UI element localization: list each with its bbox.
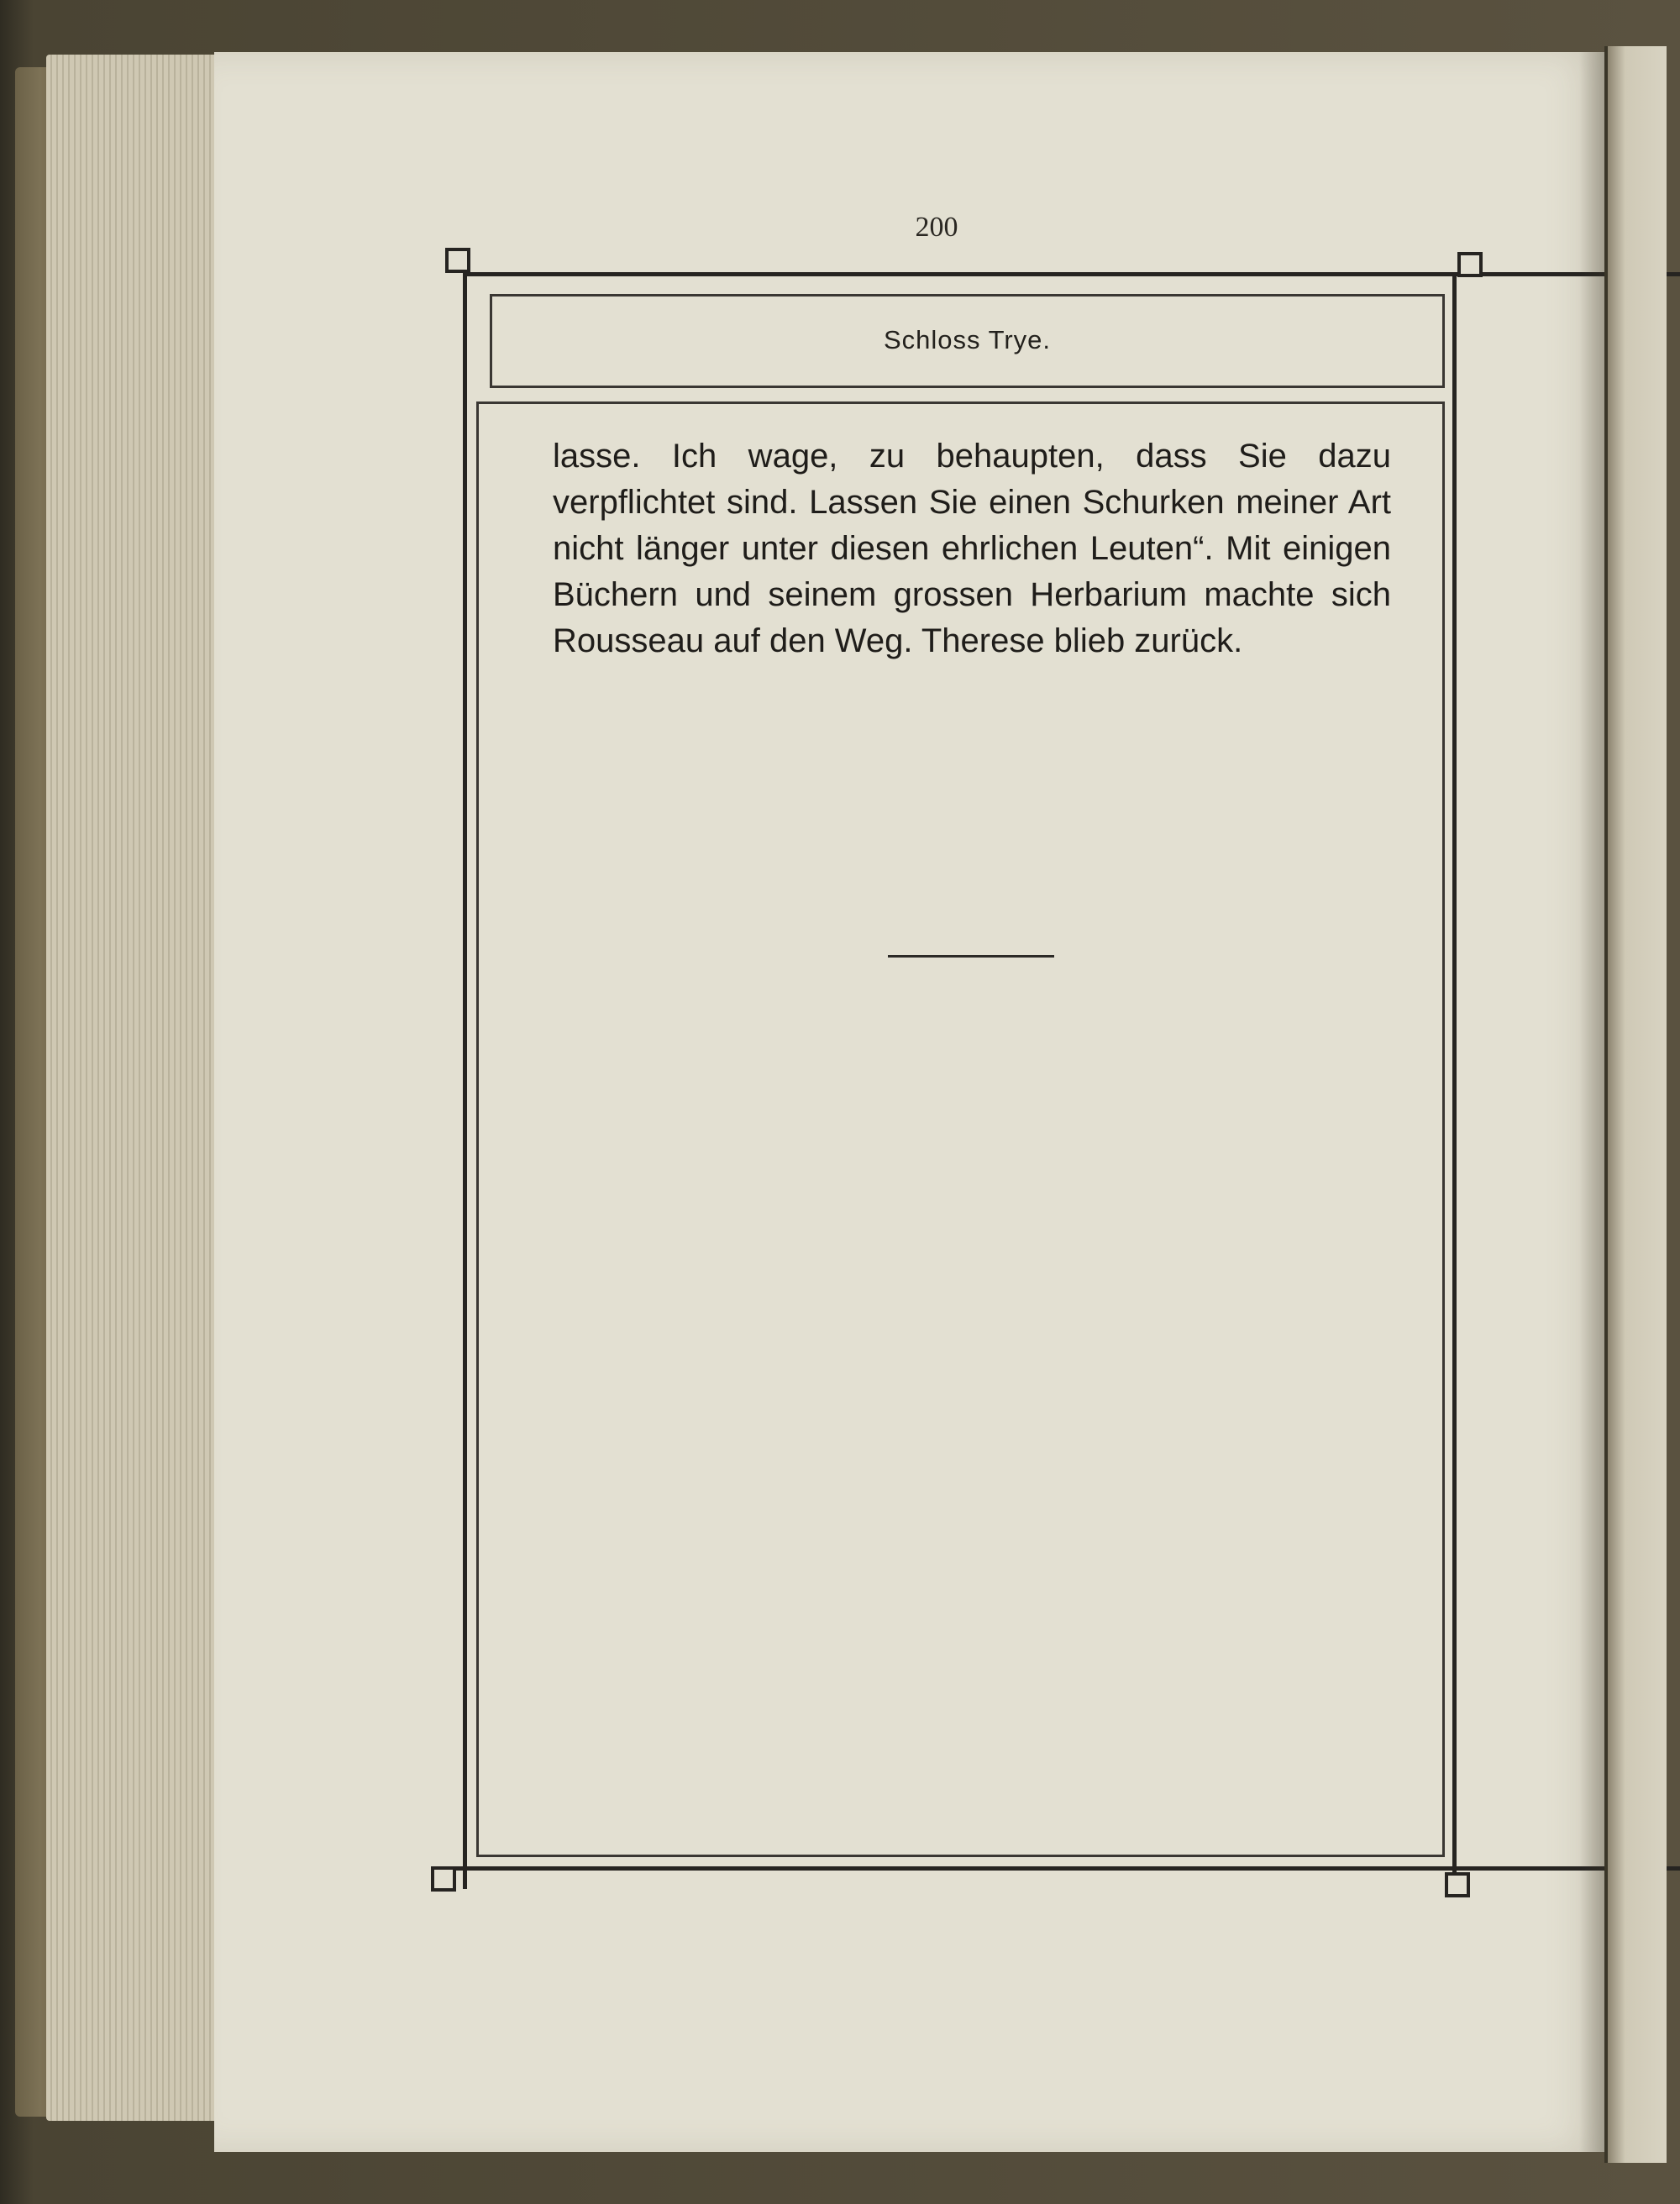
frame-bottom-line [451, 1866, 1680, 1871]
text-body-box [476, 401, 1445, 1857]
frame-top-line [463, 272, 1680, 276]
page-edges [46, 55, 227, 2121]
spine-shadow [1579, 52, 1608, 2152]
frame-right-line [1452, 272, 1457, 1889]
frame-corner-top-right [1457, 252, 1483, 277]
frame-corner-bottom-right [1445, 1872, 1470, 1897]
page-number: 200 [915, 212, 958, 243]
section-end-rule [888, 955, 1054, 958]
book-page [214, 52, 1604, 2152]
running-header: Schloss Trye. [883, 325, 1052, 354]
frame-corner-bottom-left [431, 1866, 456, 1892]
frame-corner-top-left [445, 248, 470, 273]
running-header-box [490, 294, 1445, 388]
body-paragraph [553, 433, 1391, 664]
facing-page-edge [1604, 46, 1667, 2163]
frame-left-line [463, 272, 467, 1889]
body-text: lasse. Ich wage, zu behaupten, dass Sie dazu verpflichtet sind. Lassen Sie einen Schurken meiner Art nicht länger unter diesen ehrlichen Leuten“. Mit einigen Büchern und seinem grossen Herbarium machte sich Rousseau auf den Weg. Therese blieb zurück. [553, 438, 1391, 659]
